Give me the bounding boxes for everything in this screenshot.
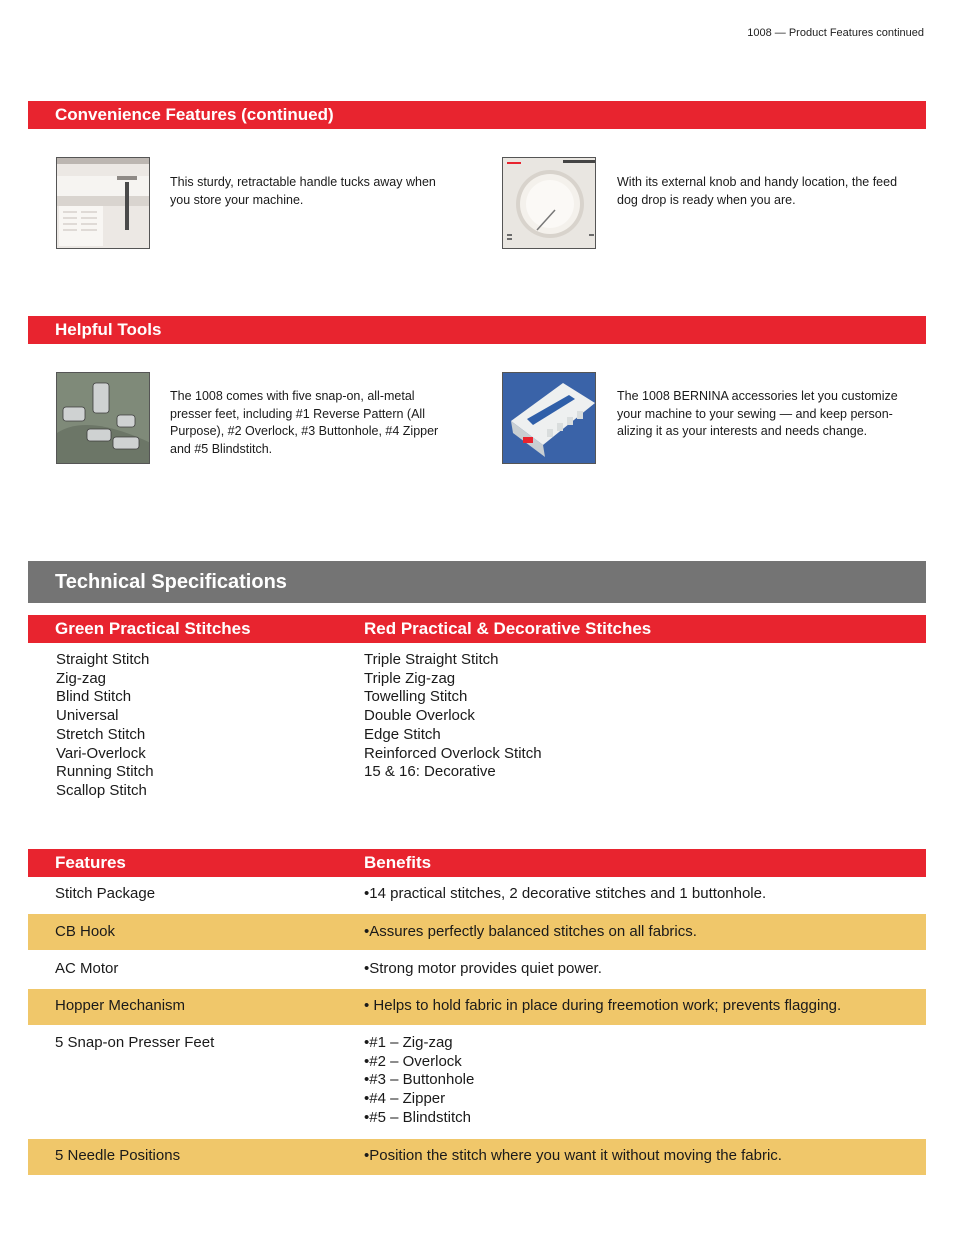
benefit-line: •Assures perfectly balanced stitches on all fabrics. <box>364 923 697 940</box>
benefit-cell <box>364 960 602 979</box>
text-line: you store your machine. <box>170 192 304 207</box>
benefit-line: •#3 – Buttonhole <box>364 1071 475 1089</box>
feature-cell: 5 Needle Positions <box>55 1147 181 1164</box>
text-line: alizing it as your interests and needs change. <box>617 424 868 438</box>
text-line: and #5 Blindstitch. <box>170 441 273 456</box>
red-stitches-header: Red Practical & Decorative Stitches <box>364 619 652 638</box>
stitches-header-bar <box>28 615 926 643</box>
list-item: Double Overlock <box>364 707 475 725</box>
feature-cell: 5 Snap-on Presser Feet <box>55 1034 215 1051</box>
list-item: Triple Zig-zag <box>364 669 456 687</box>
table-row <box>28 1026 926 1138</box>
handle-description <box>170 174 436 209</box>
text-line: dog drop is ready when you are. <box>617 192 796 207</box>
list-item: Universal <box>56 707 119 725</box>
list-item: Reinforced Overlock Stitch <box>364 744 542 762</box>
feed-dog-knob-photo <box>502 157 596 249</box>
benefits-column-header: Benefits <box>364 853 432 872</box>
presser-feet-description <box>170 388 438 458</box>
page-header-note: 1008 — Product Features continued <box>747 27 924 39</box>
list-item: Stretch Stitch <box>56 725 146 743</box>
table-row <box>28 1139 926 1175</box>
green-stitches-header: Green Practical Stitches <box>55 619 251 638</box>
benefit-cell <box>364 923 697 942</box>
table-row <box>28 877 926 913</box>
list-item: Blind Stitch <box>56 688 132 706</box>
text-line: your machine to your sewing — and keep person- <box>617 406 893 421</box>
benefit-line: •#1 – Zig-zag <box>364 1034 453 1051</box>
table-row <box>28 989 926 1025</box>
helpful-tools-section-header: Helpful Tools <box>28 316 926 344</box>
benefit-cell <box>364 885 766 904</box>
benefit-line: •#5 – Blindstitch <box>364 1108 471 1126</box>
technical-specifications-header: Technical Specifications <box>28 561 926 603</box>
benefit-line: •Strong motor provides quiet power. <box>364 960 602 977</box>
accessories-box-photo <box>502 372 596 464</box>
feature-cell: Hopper Mechanism <box>55 997 186 1014</box>
benefit-line: •Position the stitch where you want it without moving the fabric. <box>364 1147 782 1164</box>
text-line: Purpose), #2 Overlock, #3 Buttonhole, #4 Zipper <box>170 424 439 438</box>
green-stitch-list <box>56 651 154 801</box>
presser-feet-photo <box>56 372 150 464</box>
feature-cell: CB Hook <box>55 923 116 940</box>
text-line: The 1008 BERNINA accessories let you customize <box>617 389 898 403</box>
benefit-line: •14 practical stitches, 2 decorative stitches and 1 buttonhole. <box>364 885 767 902</box>
benefit-line: •#4 – Zipper <box>364 1090 446 1108</box>
list-item: Zig-zag <box>56 669 107 687</box>
benefit-cell <box>364 997 841 1016</box>
features-column-header: Features <box>55 853 126 872</box>
benefit-cell <box>364 1147 782 1166</box>
accessories-description <box>617 388 898 441</box>
retractable-handle-photo <box>56 157 150 249</box>
benefit-line: •#2 – Overlock <box>364 1052 462 1070</box>
benefit-line: • Helps to hold fabric in place during freemotion work; prevents flagging. <box>364 997 842 1014</box>
list-item: 15 & 16: Decorative <box>364 763 496 781</box>
list-item: Scallop Stitch <box>56 781 147 799</box>
text-line: This sturdy, retractable handle tucks away when <box>170 175 436 189</box>
list-item: Triple Straight Stitch <box>364 651 499 668</box>
text-line: The 1008 comes with five snap-on, all-metal <box>170 389 415 403</box>
feed-dog-description <box>617 174 897 209</box>
red-stitch-list <box>364 651 542 782</box>
list-item: Towelling Stitch <box>364 688 468 706</box>
list-item: Vari-Overlock <box>56 744 146 762</box>
table-row <box>28 951 926 988</box>
table-row <box>28 914 926 950</box>
list-item: Running Stitch <box>56 763 154 781</box>
features-table-header <box>28 849 926 877</box>
benefit-cell <box>364 1034 474 1128</box>
feature-cell: Stitch Package <box>55 885 156 902</box>
text-line: With its external knob and handy location, the feed <box>617 175 898 189</box>
list-item: Straight Stitch <box>56 651 150 668</box>
text-line: presser feet, including #1 Reverse Pattern (All <box>170 406 425 421</box>
list-item: Edge Stitch <box>364 725 441 743</box>
feature-cell: AC Motor <box>55 960 119 977</box>
convenience-section-header: Convenience Features (continued) <box>28 101 926 129</box>
